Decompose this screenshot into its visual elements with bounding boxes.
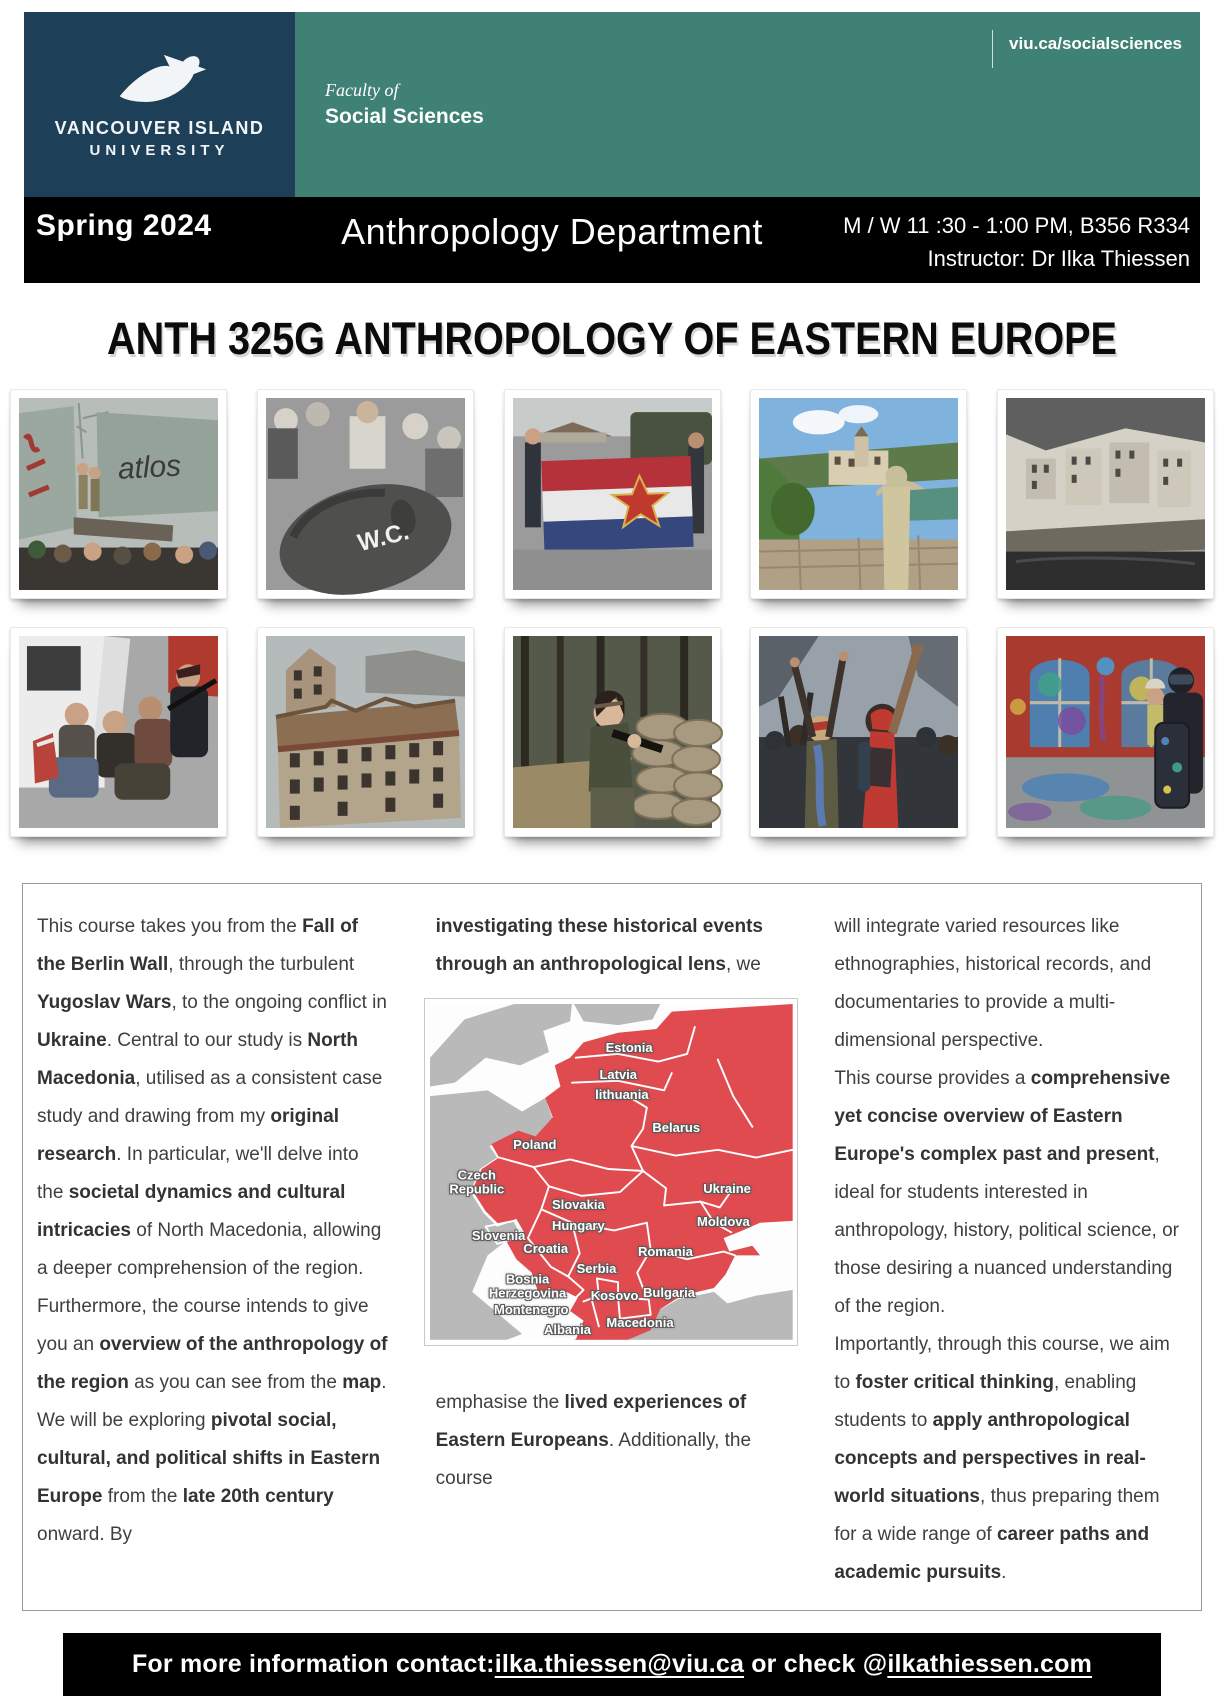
description-paragraph-critical-thinking: Importantly, through this course, we aim to foster critical thinking, enabling students to apply anthropological concepts and perspectives in real-world situations, thus preparing them for a wide range of career paths and academic pursuits.: [834, 1334, 1170, 1583]
map-label-macedonia: Macedonia: [606, 1315, 674, 1331]
faculty-name: Social Sciences: [325, 105, 484, 128]
photo-row-1: [0, 389, 1224, 599]
course-info-bar: [24, 197, 1200, 283]
description-column-2: [436, 908, 789, 1592]
map-label-slovakia: Slovakia: [551, 1197, 605, 1213]
description-paragraph-overview: This course provides a comprehensive yet concise overview of Eastern Europe's complex past and present, ideal for students interested in anthropology, history, political science, or those desiring a nuanced understanding of the region.: [834, 1068, 1179, 1317]
historic-old-town-photo: [997, 389, 1214, 599]
map-label-serbia: Serbia: [576, 1261, 617, 1277]
map-label-ukraine: Ukraine: [703, 1180, 751, 1196]
description-column-2-top: investigating these historical events through an anthropological lens, we: [435, 916, 763, 975]
contact-middle: or check @: [744, 1650, 888, 1678]
instructor-text: Instructor: Dr Ilka Thiessen: [927, 246, 1190, 271]
eastern-europe-map: [424, 998, 799, 1346]
mostar-bridge-photo: [750, 389, 967, 599]
map-label-latvia: Latvia: [599, 1066, 638, 1082]
contact-footer: [63, 1633, 1161, 1696]
term-label: Spring 2024: [36, 209, 212, 242]
map-label-kosovo: Kosovo: [590, 1288, 639, 1304]
map-label-moldova: Moldova: [697, 1214, 750, 1230]
university-logo-block: [24, 12, 295, 197]
colorful-revolution-photo: [997, 627, 1214, 837]
faculty-prefix: Faculty of: [325, 80, 399, 100]
description-column-1: [37, 908, 390, 1592]
description-column-2-bottom: emphasise the lived experiences of Eastern Europeans. Additionally, the course: [435, 1391, 752, 1489]
university-name: [55, 116, 265, 161]
schedule-block: [818, 209, 1200, 283]
map-label-montenegro: Montenegro: [494, 1301, 569, 1317]
description-paragraph-resources: will integrate varied resources like ethnographies, historical records, and documentaries to provide a multi-dimensional perspective.: [834, 916, 1152, 1051]
map-label-hungary: Hungary: [551, 1217, 605, 1233]
map-label-poland: Poland: [513, 1137, 557, 1153]
photo-row-2: [0, 627, 1224, 837]
map-label-slovenia: Slovenia: [471, 1227, 526, 1243]
map-label-romania: Romania: [637, 1244, 693, 1260]
contact-prefix: For more information contact:: [131, 1650, 495, 1678]
masthead: [24, 12, 1200, 283]
course-title: ANTH 325G ANTHROPOLOGY OF EASTERN EUROPE: [107, 313, 1117, 364]
sarajevo-cover-photo: [10, 627, 227, 837]
map-label-croatia: Croatia: [523, 1241, 569, 1257]
faculty-website-url: viu.ca/socialsciences: [992, 30, 1182, 68]
map-label-bulgaria: Bulgaria: [643, 1284, 696, 1300]
department-title: Anthropology Department: [341, 211, 763, 252]
course-description: [22, 883, 1202, 1611]
map-label-albania: Albania: [543, 1321, 591, 1337]
eastern-europe-map-graphic: [430, 1004, 793, 1340]
woman-fighter-photo: [504, 627, 721, 837]
course-flyer-page: [0, 12, 1224, 1678]
toppled-statue-photo: [257, 389, 474, 599]
description-paragraph-1: This course takes you from the Fall of the Berlin Wall, through the turbulent Yugoslav Wars, to the ongoing conflict in Ukraine. Central to our study is North Macedonia, utilised as a consistent case study and drawing from my original research. In particular, we'll delve into the societal dynamics and cultural intricacies of North Macedonia, allowing a deeper comprehension of the region. Furthermore, the course intends to give you an overview of the anthropology of the region as you can see from the map. We will be exploring pivotal social, cultural, and political shifts in Eastern Europe from the late 20th century onward. By: [37, 916, 388, 1545]
university-name-line2: UNIVERSITY: [89, 141, 230, 159]
university-name-line1: VANCOUVER ISLAND: [54, 118, 265, 139]
fall-of-berlin-wall-photo: [10, 389, 227, 599]
protesters-photo: [750, 627, 967, 837]
map-label-lithuania: lithuania: [595, 1086, 649, 1102]
description-column-3: [834, 908, 1187, 1592]
map-label-bosnia-herzegovina: Bosnia Herzegovina: [488, 1271, 567, 1301]
faculty-block: [295, 12, 1200, 197]
map-label-belarus: Belarus: [652, 1120, 701, 1136]
masthead-top: [24, 12, 1200, 197]
map-label-czech-republic: Czech Republic: [449, 1167, 505, 1196]
instructor-email-link[interactable]: ilka.thiessen@viu.ca: [494, 1650, 745, 1678]
map-label-estonia: Estonia: [605, 1039, 653, 1055]
instructor-website-link[interactable]: ilkathiessen.com: [887, 1650, 1093, 1678]
statue-graffiti-text: W.C.: [354, 517, 412, 558]
wall-graffiti-text: atlos: [117, 449, 182, 486]
yugoslav-flag-photo: [504, 389, 721, 599]
viu-eagle-logo-icon: [112, 48, 208, 106]
schedule-text: M / W 11 :30 - 1:00 PM, B356 R334: [843, 213, 1190, 238]
ruined-buildings-photo: [257, 627, 474, 837]
